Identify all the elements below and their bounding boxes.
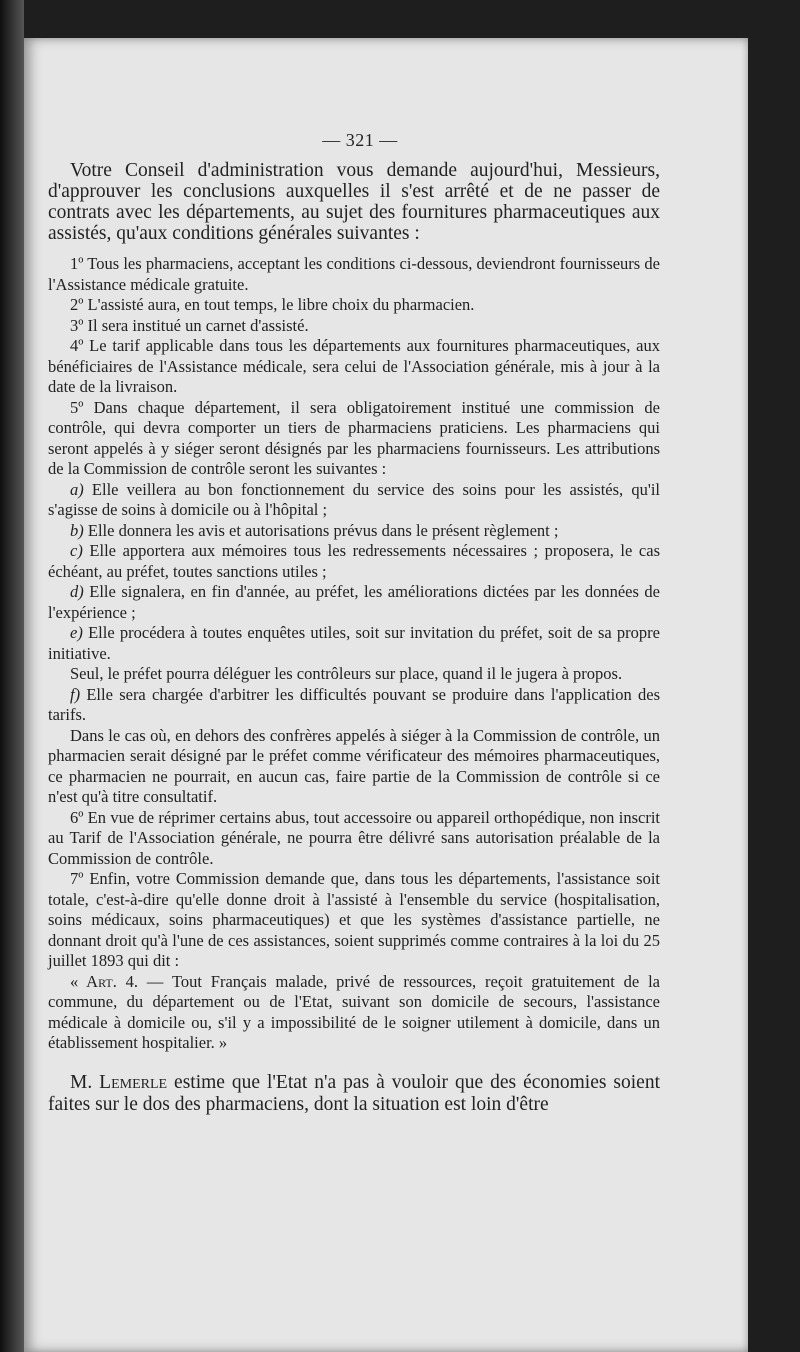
closing-paragraph xyxy=(48,1072,660,1116)
sub-item-b xyxy=(48,521,660,542)
condition-2: 2º L'assisté aura, en tout temps, le libre choix du pharmacien. xyxy=(70,295,475,314)
sub-item-a xyxy=(48,480,660,521)
quote-article: « Art. 4. xyxy=(70,971,139,991)
condition-1: 1º Tous les pharmaciens, acceptant les conditions ci-dessous, deviendront fournisseurs de l'Assistance médicale gratuite. xyxy=(48,254,660,294)
condition-6: 6º En vue de réprimer certains abus, tout accessoire ou appareil orthopédique, non inscrit au Tarif de l'Association générale, ne pourra être délivré sans autorisation préalable de la Commission de contrôle. xyxy=(48,807,660,868)
intro-paragraph: Votre Conseil d'administration vous demande aujourd'hui, Messieurs, d'approuver les conclusions auxquelles il s'est arrêté et de ne passer de contrats avec les départements, au sujet des fournitures pharmaceutiques aux assistés, qu'aux conditions générales suivantes : xyxy=(48,160,660,244)
sub-item-letter: d) xyxy=(70,582,84,601)
seul-paragraph: Seul, le préfet pourra déléguer les contrôleurs sur place, quand il le jugera à propos. xyxy=(70,664,623,683)
sub-item-text: Elle veillera au bon fonctionnement du service des soins pour les assistés, qu'il s'agisse de soins à domicile ou à l'hôpital ; xyxy=(48,479,660,519)
condition-4: 4º Le tarif applicable dans tous les départements aux fournitures pharmaceutiques, aux bénéficiaires de l'Assistance médicale, sera celui de l'Association générale, mis à jour à la date de la livraison. xyxy=(48,336,660,396)
conditions-list xyxy=(48,254,660,1054)
condition-7: 7º Enfin, votre Commission demande que, dans tous les départements, l'assistance soit totale, c'est-à-dire qu'elle donne droit à l'assisté à l'ensemble du service (hospitalisation, soins médicaux, soins pharmaceutiques) et que les systèmes d'assistance partielle, ne donnant droit qu'à l'une de ces assistances, soient supprimés comme contraires à la loi du 25 juillet 1893 qui dit : xyxy=(48,869,660,970)
sub-item-text: Elle sera chargée d'arbitrer les difficultés pouvant se produire dans l'application des tarifs. xyxy=(48,684,660,724)
sub-item-f xyxy=(48,685,660,726)
sub-item-c xyxy=(48,541,660,582)
page-number: — 321 — xyxy=(322,130,398,150)
sub-item-text: Elle signalera, en fin d'année, au préfet, les améliorations dictées par les données de l'expérience ; xyxy=(48,582,660,622)
sub-item-letter: b) xyxy=(70,520,84,540)
sub-item-text: Elle procédera à toutes enquêtes utiles, soit sur invitation du préfet, soit de sa propre initiative. xyxy=(48,623,660,663)
dans-le-cas-paragraph: Dans le cas où, en dehors des confrères appelés à siéger à la Commission de contrôle, un pharmacien serait désigné par le préfet comme vérificateur des mémoires pharmaceutiques, ce pharmacien ne pourrait, en aucun cas, faire partie de la Commission de contrôle si ce n'est qu'à titre consultatif. xyxy=(48,725,660,806)
sub-item-letter: e) xyxy=(70,623,83,642)
sub-item-e xyxy=(48,623,660,664)
page-text xyxy=(48,130,660,1116)
book-page xyxy=(24,38,748,1352)
book-spine xyxy=(0,0,24,1352)
sub-item-text: Elle donnera les avis et autorisations prévus dans le présent règlement ; xyxy=(83,520,559,540)
sub-item-text: Elle apportera aux mémoires tous les redressements nécessaires ; proposera, le cas échéant, au préfet, toutes sanctions utiles ; xyxy=(48,541,660,581)
sub-item-letter: a) xyxy=(70,479,84,499)
quote-text: — Tout Français malade, privé de ressources, reçoit gratuitement de la commune, du département ou de l'Etat, suivant son domicile de secours, l'assistance médicale à domicile ou, s'il y a impossibilité de le soigner utilement à domicile, dans un établissement hospitalier. » xyxy=(48,971,660,1052)
condition-3: 3º Il sera institué un carnet d'assisté. xyxy=(70,315,309,335)
law-quote xyxy=(48,972,660,1054)
speaker-name: M. Lemerle xyxy=(70,1071,168,1093)
closing-text: estime que l'Etat n'a pas à vouloir que des économies soient faites sur le dos des pharmaciens, dont la situation est loin d'être xyxy=(48,1071,660,1115)
sub-item-letter: c) xyxy=(70,541,83,560)
sub-item-d xyxy=(48,582,660,623)
sub-item-letter: f) xyxy=(70,684,81,704)
condition-5: 5º Dans chaque département, il sera obligatoirement institué une commission de contrôle, qui devra comporter un tiers de pharmaciens praticiens. Les pharmaciens qui seront appelés à y siéger seront désignés par les pharmaciens fournisseurs. Les attributions de la Commission de contrôle seront les suivantes : xyxy=(48,397,660,478)
